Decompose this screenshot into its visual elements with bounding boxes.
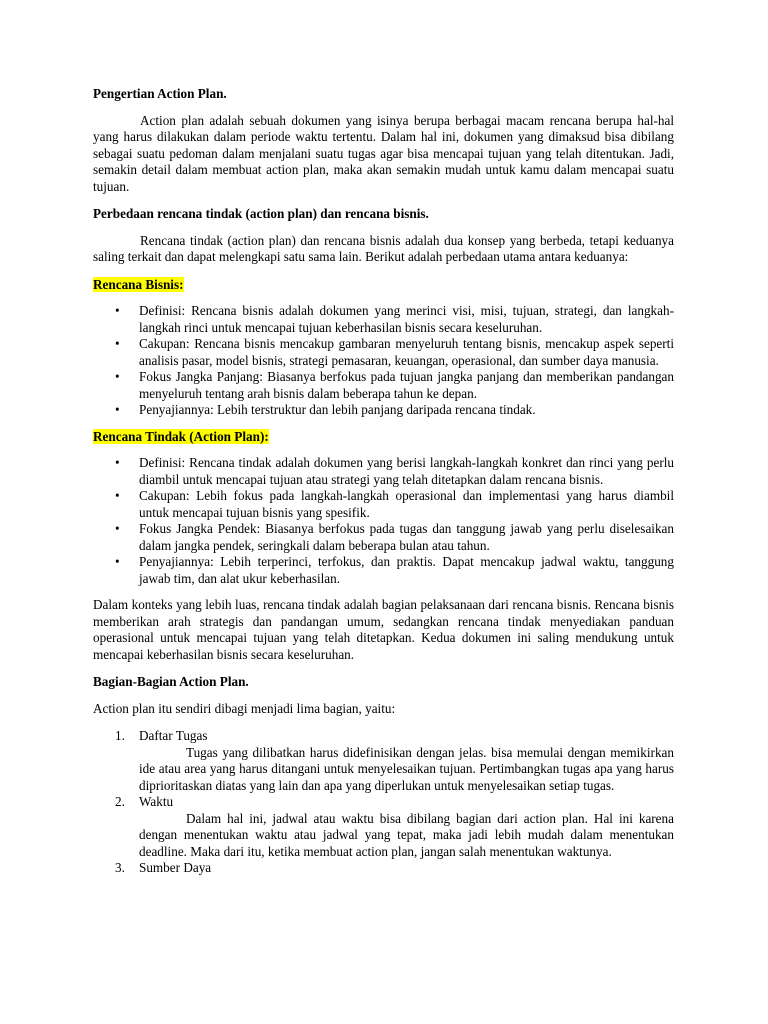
paragraph-bagian-intro: Action plan itu sendiri dibagi menjadi lima bagian, yaitu:	[93, 700, 396, 716]
highlighted-text: Rencana Tindak (Action Plan):	[93, 428, 269, 444]
subheading-rencana-tindak	[93, 429, 674, 446]
section-heading-bagian: Bagian-Bagian Action Plan.	[93, 674, 249, 689]
section-heading-pengertian: Pengertian Action Plan.	[93, 86, 227, 101]
list-item: • Fokus Jangka Pendek: Biasanya berfokus pada tugas dan tanggung jawab yang perlu diselesaikan dalam jangka pendek, seringkali dalam beberapa bulan atau tahun.	[139, 521, 674, 554]
list-item: • Definisi: Rencana tindak adalah dokumen yang berisi langkah-langkah konkret dan rinci yang perlu diambil untuk mencapai tujuan atau strategi yang telah ditetapkan dalam rencana bisnis.	[139, 455, 674, 488]
list-item: • Penyajiannya: Lebih terperinci, terfokus, dan praktis. Dapat mencakup jadwal waktu, tanggung jawab tim, dan alat ukur keberhasilan.	[139, 554, 674, 587]
list-item-title: Sumber Daya	[139, 860, 212, 875]
section-heading-perbedaan: Perbedaan rencana tindak (action plan) dan rencana bisnis.	[93, 206, 429, 221]
numbered-list-bagian	[93, 728, 674, 877]
list-item: • Cakupan: Lebih fokus pada langkah-langkah operasional dan implementasi yang harus diambil untuk mencapai tujuan bisnis yang spesifik.	[139, 488, 674, 521]
bullet-list-rencana-tindak	[93, 455, 674, 587]
list-item	[115, 860, 674, 877]
list-item	[115, 728, 674, 794]
list-item: • Definisi: Rencana bisnis adalah dokumen yang merinci visi, misi, tujuan, strategi, dan langkah-langkah rinci untuk mencapai tujuan keberhasilan bisnis secara keseluruhan.	[139, 303, 674, 336]
list-item	[115, 794, 674, 860]
subheading-rencana-bisnis	[93, 277, 674, 294]
bullet-list-rencana-bisnis	[93, 303, 674, 419]
list-item: • Penyajiannya: Lebih terstruktur dan lebih panjang daripada rencana tindak.	[139, 402, 674, 419]
list-item-title: Daftar Tugas	[139, 728, 208, 743]
list-item-title: Waktu	[139, 794, 174, 809]
document-page	[93, 86, 674, 877]
highlighted-text: Rencana Bisnis:	[93, 276, 184, 292]
paragraph-pengertian: Action plan adalah sebuah dokumen yang isinya berupa berbagai macam rencana berupa hal-hal yang harus dilakukan dalam periode waktu tertentu. Dalam hal ini, dokumen yang dimaksud bisa dibilang sebagai suatu pedoman dalam menjalani suatu tugas agar bisa mencapai tujuan yang telah ditentukan. Jadi, semakin detail dalam membuat action plan, maka akan semakin mudah untuk kamu dalam mencapai suatu tujuan.	[93, 112, 674, 194]
list-item: • Cakupan: Rencana bisnis mencakup gambaran menyeluruh tentang bisnis, mencakup aspek seperti analisis pasar, model bisnis, strategi pemasaran, keuangan, operasional, dan sumber daya manusia.	[139, 336, 674, 369]
list-number: 2.	[115, 794, 125, 809]
list-item: • Fokus Jangka Panjang: Biasanya berfokus pada tujuan jangka panjang dan memberikan pandangan menyeluruh tentang arah bisnis dalam beberapa tahun ke depan.	[139, 369, 674, 402]
list-item-description: Tugas yang dilibatkan harus didefinisikan dengan jelas. bisa memulai dengan memikirkan ide atau area yang harus ditangani untuk menyelesaikan tujuan. Pertimbangkan tugas apa yang harus diprioritaskan diatas yang lain dan apa yang diperlukan untuk menyelesaikan setiap tugas.	[139, 744, 674, 793]
list-item-description: Dalam hal ini, jadwal atau waktu bisa dibilang bagian dari action plan. Hal ini karena dengan menentukan waktu atau jadwal yang tepat, maka jadi lebih mudah dalam menentukan deadline. Maka dari itu, ketika membuat action plan, jangan salah menentukan waktunya.	[139, 810, 674, 859]
list-number: 3.	[115, 860, 125, 875]
paragraph-perbedaan: Rencana tindak (action plan) dan rencana bisnis adalah dua konsep yang berbeda, tetapi keduanya saling terkait dan dapat melengkapi satu sama lain. Berikut adalah perbedaan utama antara keduanya:	[93, 232, 674, 264]
paragraph-konteks: Dalam konteks yang lebih luas, rencana tindak adalah bagian pelaksanaan dari rencana bisnis. Rencana bisnis memberikan arah strategis dan pandangan umum, sedangkan rencana tindak menyediakan panduan operasional untuk mencapai tujuan yang telah ditetapkan. Kedua dokumen ini saling mendukung untuk mencapai keberhasilan bisnis secara keseluruhan.	[93, 597, 674, 662]
list-number: 1.	[115, 728, 125, 743]
